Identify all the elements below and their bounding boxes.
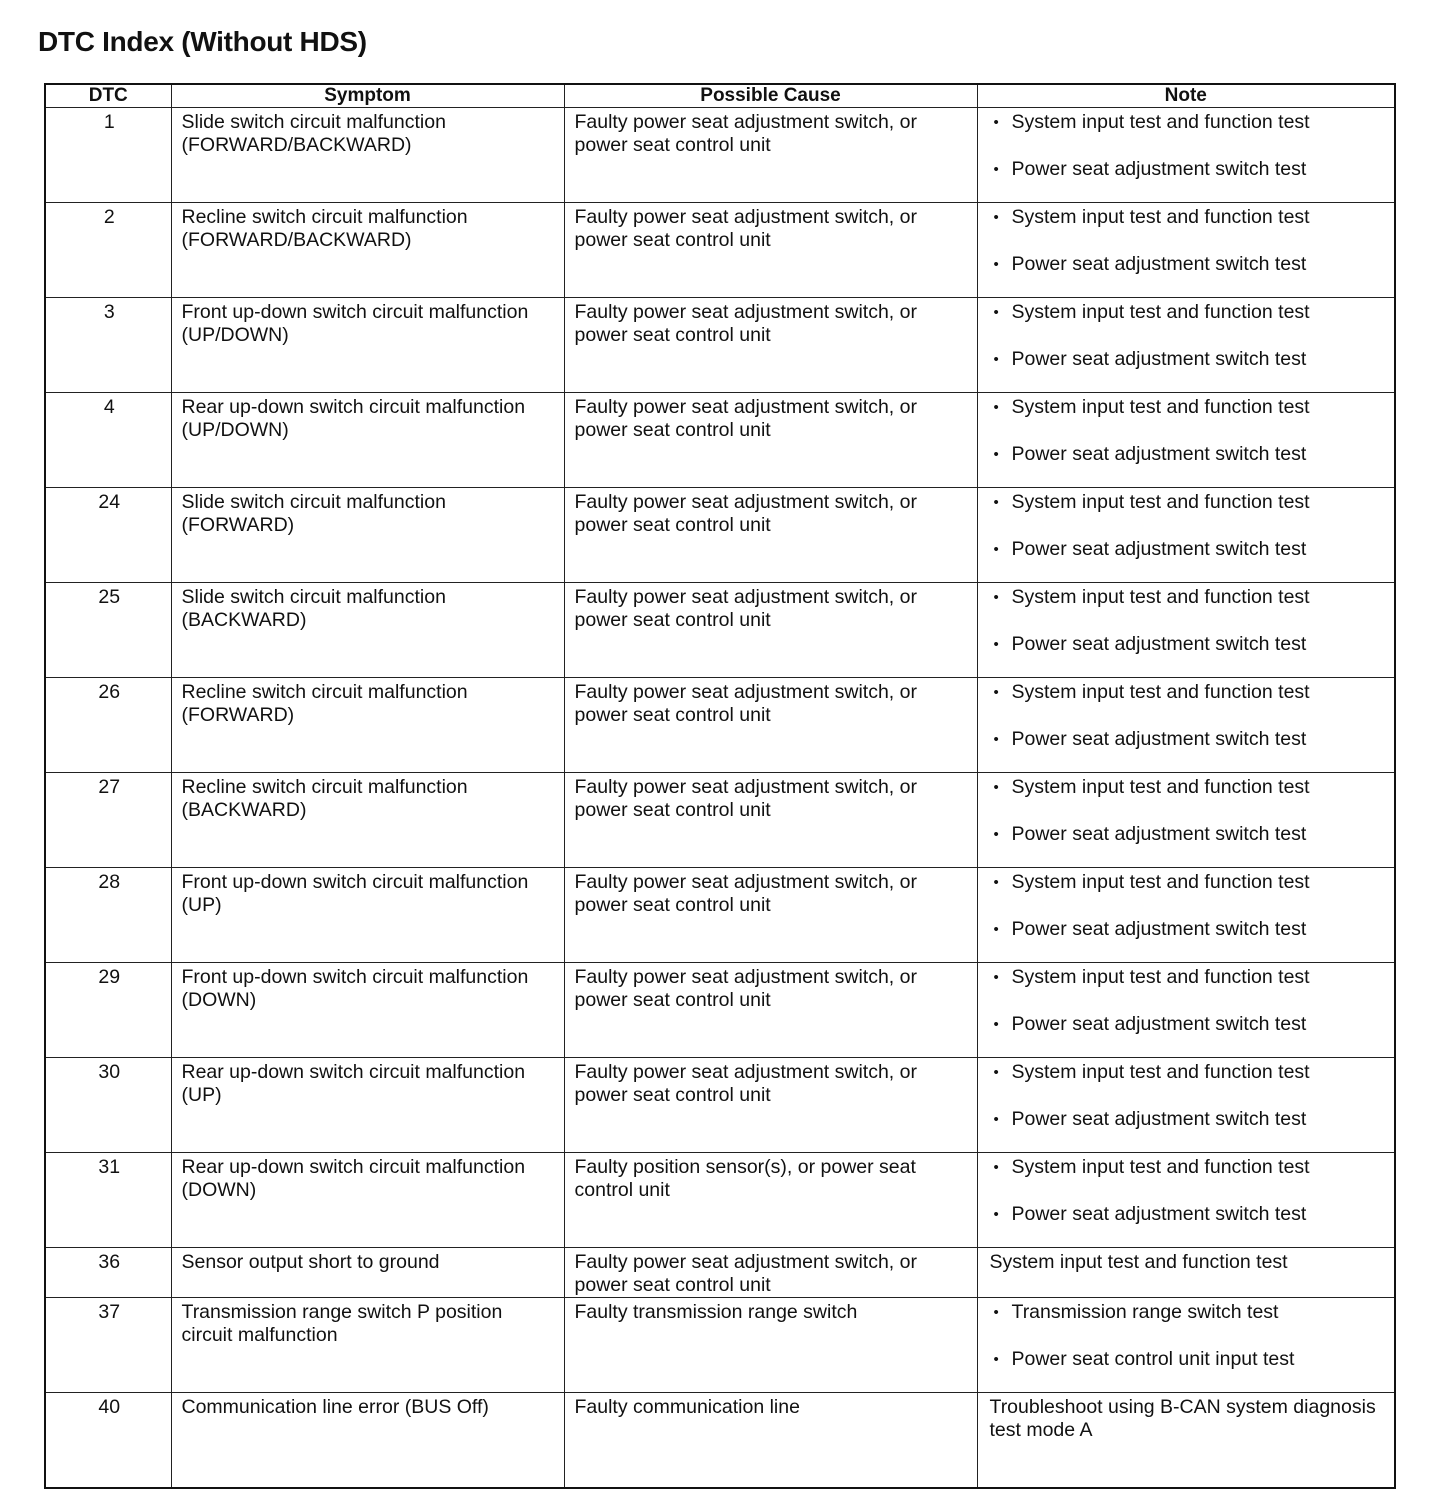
note-item: • System input test and function test xyxy=(992,681,1387,704)
symptom-cell: Recline switch circuit malfunction (FORWARD/BACKWARD) xyxy=(171,203,564,298)
possible-cause-cell: Faulty power seat adjustment switch, or power seat control unit xyxy=(564,393,977,488)
note-list xyxy=(988,871,1387,941)
note-item: • System input test and function test xyxy=(992,1061,1387,1084)
table-row xyxy=(45,773,1395,868)
note-item: • Transmission range switch test xyxy=(992,1301,1387,1324)
table-row xyxy=(45,108,1395,203)
note-list xyxy=(988,111,1387,181)
dtc-index-table xyxy=(44,83,1396,1489)
note-list xyxy=(988,1156,1387,1226)
symptom-cell: Transmission range switch P position circuit malfunction xyxy=(171,1298,564,1393)
possible-cause-cell: Faulty power seat adjustment switch, or power seat control unit xyxy=(564,488,977,583)
table-row xyxy=(45,963,1395,1058)
note-cell xyxy=(977,1393,1395,1489)
dtc-code-cell: 31 xyxy=(45,1153,171,1248)
possible-cause-cell: Faulty power seat adjustment switch, or power seat control unit xyxy=(564,1248,977,1298)
note-cell xyxy=(977,963,1395,1058)
note-item: • System input test and function test xyxy=(992,301,1387,324)
symptom-cell: Rear up-down switch circuit malfunction (UP) xyxy=(171,1058,564,1153)
dtc-code-cell: 3 xyxy=(45,298,171,393)
symptom-cell: Front up-down switch circuit malfunction (DOWN) xyxy=(171,963,564,1058)
note-item: • System input test and function test xyxy=(992,491,1387,514)
possible-cause-cell: Faulty power seat adjustment switch, or power seat control unit xyxy=(564,773,977,868)
note-list xyxy=(988,586,1387,656)
dtc-code-cell: 28 xyxy=(45,868,171,963)
dtc-code-cell: 36 xyxy=(45,1248,171,1298)
note-item: • Power seat adjustment switch test xyxy=(992,728,1387,751)
note-cell xyxy=(977,298,1395,393)
note-item: • Power seat adjustment switch test xyxy=(992,253,1387,276)
table-row xyxy=(45,678,1395,773)
page-title: DTC Index (Without HDS) xyxy=(38,26,367,57)
note-item: • Power seat adjustment switch test xyxy=(992,1108,1387,1131)
symptom-cell: Sensor output short to ground xyxy=(171,1248,564,1298)
dtc-code-cell: 30 xyxy=(45,1058,171,1153)
table-row xyxy=(45,393,1395,488)
note-cell xyxy=(977,203,1395,298)
possible-cause-cell: Faulty power seat adjustment switch, or power seat control unit xyxy=(564,108,977,203)
possible-cause-cell: Faulty power seat adjustment switch, or power seat control unit xyxy=(564,298,977,393)
note-item: • Power seat adjustment switch test xyxy=(992,158,1387,181)
table-row xyxy=(45,868,1395,963)
dtc-code-cell: 26 xyxy=(45,678,171,773)
possible-cause-cell: Faulty power seat adjustment switch, or power seat control unit xyxy=(564,583,977,678)
table-row xyxy=(45,1298,1395,1393)
note-item: • Power seat adjustment switch test xyxy=(992,1203,1387,1226)
note-text: System input test and function test xyxy=(989,1251,1288,1273)
note-item: • System input test and function test xyxy=(992,966,1387,989)
note-list xyxy=(988,206,1387,276)
note-cell xyxy=(977,1298,1395,1393)
dtc-code-cell: 25 xyxy=(45,583,171,678)
note-list xyxy=(988,966,1387,1036)
note-cell xyxy=(977,583,1395,678)
table-row xyxy=(45,1248,1395,1298)
note-item: • System input test and function test xyxy=(992,871,1387,894)
table-row xyxy=(45,583,1395,678)
dtc-code-cell: 29 xyxy=(45,963,171,1058)
note-cell xyxy=(977,868,1395,963)
note-item: • Power seat control unit input test xyxy=(992,1348,1387,1371)
symptom-cell: Slide switch circuit malfunction (FORWARD/BACKWARD) xyxy=(171,108,564,203)
dtc-code-cell: 2 xyxy=(45,203,171,298)
note-item: • System input test and function test xyxy=(992,206,1387,229)
note-item: • System input test and function test xyxy=(992,776,1387,799)
header-symptom: Symptom xyxy=(171,84,564,108)
table-header-row xyxy=(45,84,1395,108)
symptom-cell: Front up-down switch circuit malfunction (UP/DOWN) xyxy=(171,298,564,393)
note-cell xyxy=(977,393,1395,488)
dtc-code-cell: 27 xyxy=(45,773,171,868)
note-item: • System input test and function test xyxy=(992,586,1387,609)
dtc-code-cell: 37 xyxy=(45,1298,171,1393)
dtc-code-cell: 4 xyxy=(45,393,171,488)
symptom-cell: Communication line error (BUS Off) xyxy=(171,1393,564,1489)
note-item: • Power seat adjustment switch test xyxy=(992,823,1387,846)
note-item: • Power seat adjustment switch test xyxy=(992,443,1387,466)
note-cell xyxy=(977,1248,1395,1298)
symptom-cell: Slide switch circuit malfunction (BACKWARD) xyxy=(171,583,564,678)
note-list xyxy=(988,1061,1387,1131)
table-row xyxy=(45,1058,1395,1153)
table-row xyxy=(45,1153,1395,1248)
note-list xyxy=(988,1301,1387,1371)
note-text: Troubleshoot using B-CAN system diagnosis test mode A xyxy=(989,1396,1376,1441)
note-item: • Power seat adjustment switch test xyxy=(992,918,1387,941)
table-body xyxy=(45,108,1395,1489)
symptom-cell: Recline switch circuit malfunction (BACKWARD) xyxy=(171,773,564,868)
note-item: • Power seat adjustment switch test xyxy=(992,538,1387,561)
possible-cause-cell: Faulty power seat adjustment switch, or power seat control unit xyxy=(564,868,977,963)
note-cell xyxy=(977,488,1395,583)
note-list xyxy=(988,776,1387,846)
note-item: • Power seat adjustment switch test xyxy=(992,1013,1387,1036)
note-item: • System input test and function test xyxy=(992,111,1387,134)
possible-cause-cell: Faulty power seat adjustment switch, or power seat control unit xyxy=(564,1058,977,1153)
possible-cause-cell: Faulty power seat adjustment switch, or power seat control unit xyxy=(564,963,977,1058)
note-cell xyxy=(977,1153,1395,1248)
note-list xyxy=(988,681,1387,751)
table-row xyxy=(45,1393,1395,1489)
table-row xyxy=(45,298,1395,393)
header-note: Note xyxy=(977,84,1395,108)
symptom-cell: Rear up-down switch circuit malfunction (DOWN) xyxy=(171,1153,564,1248)
note-cell xyxy=(977,678,1395,773)
note-item: • Power seat adjustment switch test xyxy=(992,348,1387,371)
possible-cause-cell: Faulty communication line xyxy=(564,1393,977,1489)
note-cell xyxy=(977,773,1395,868)
note-item: • Power seat adjustment switch test xyxy=(992,633,1387,656)
symptom-cell: Front up-down switch circuit malfunction (UP) xyxy=(171,868,564,963)
dtc-code-cell: 24 xyxy=(45,488,171,583)
note-cell xyxy=(977,1058,1395,1153)
note-list xyxy=(988,396,1387,466)
note-list xyxy=(988,301,1387,371)
symptom-cell: Slide switch circuit malfunction (FORWARD) xyxy=(171,488,564,583)
table-row xyxy=(45,488,1395,583)
header-dtc: DTC xyxy=(45,84,171,108)
possible-cause-cell: Faulty power seat adjustment switch, or power seat control unit xyxy=(564,203,977,298)
dtc-code-cell: 40 xyxy=(45,1393,171,1489)
symptom-cell: Rear up-down switch circuit malfunction (UP/DOWN) xyxy=(171,393,564,488)
possible-cause-cell: Faulty position sensor(s), or power seat control unit xyxy=(564,1153,977,1248)
table-row xyxy=(45,203,1395,298)
symptom-cell: Recline switch circuit malfunction (FORWARD) xyxy=(171,678,564,773)
note-item: • System input test and function test xyxy=(992,396,1387,419)
possible-cause-cell: Faulty power seat adjustment switch, or power seat control unit xyxy=(564,678,977,773)
header-possible-cause: Possible Cause xyxy=(564,84,977,108)
note-item: • System input test and function test xyxy=(992,1156,1387,1179)
possible-cause-cell: Faulty transmission range switch xyxy=(564,1298,977,1393)
dtc-code-cell: 1 xyxy=(45,108,171,203)
note-list xyxy=(988,491,1387,561)
note-cell xyxy=(977,108,1395,203)
